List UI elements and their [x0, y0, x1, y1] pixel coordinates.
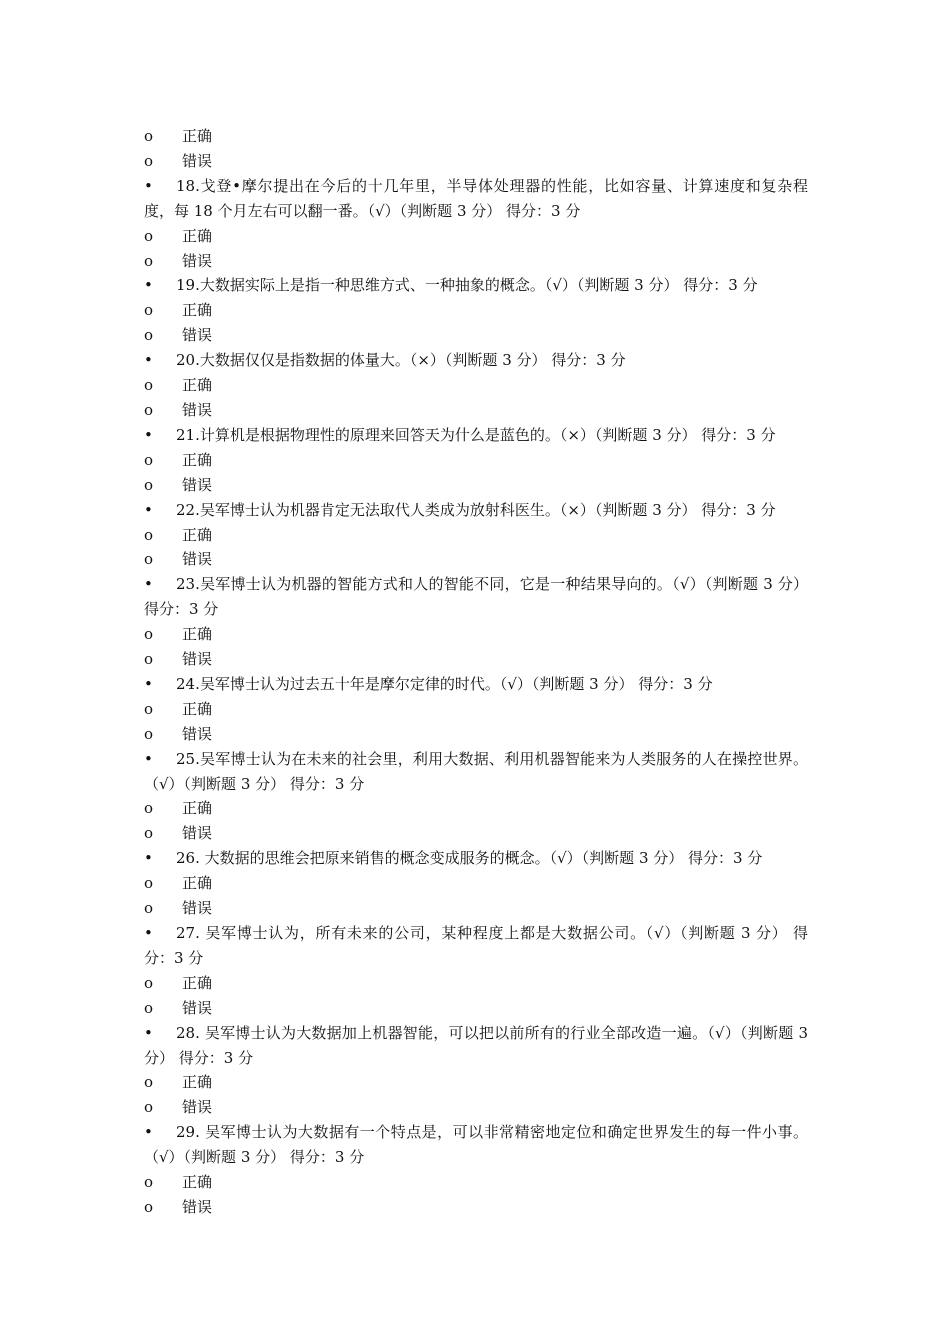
question-item — [144, 348, 808, 373]
question-text: 27. 吴军博士认为，所有未来的公司，某种程度上都是大数据公司。（√）（判断题 3 分） 得分：3 分 — [144, 924, 808, 967]
option-label: 错误 — [182, 550, 213, 569]
option-label: 错误 — [182, 251, 213, 270]
question-item — [144, 174, 808, 224]
option-label: 错误 — [182, 1197, 213, 1216]
option-marker: o — [144, 1197, 154, 1216]
option-marker: o — [144, 251, 154, 270]
option-label: 错误 — [182, 724, 213, 743]
option-marker: o — [144, 899, 154, 918]
answer-option — [144, 1070, 808, 1095]
option-label: 错误 — [182, 151, 213, 170]
answer-option — [144, 996, 808, 1021]
answer-option — [144, 547, 808, 572]
answer-option — [144, 298, 808, 323]
question-item — [144, 498, 808, 523]
option-label: 错误 — [182, 400, 213, 419]
answer-option — [144, 871, 808, 896]
option-marker: o — [144, 625, 154, 644]
question-text: 26. 大数据的思维会把原来销售的概念变成服务的概念。（√）（判断题 3 分） 得分：3 分 — [176, 849, 763, 868]
option-label: 错误 — [182, 824, 213, 843]
answer-option — [144, 373, 808, 398]
question-text: 29. 吴军博士认为大数据有一个特点是，可以非常精密地定位和确定世界发生的每一件小事。（√）（判断题 3 分） 得分：3 分 — [144, 1123, 808, 1167]
option-marker: o — [144, 475, 154, 494]
answer-option — [144, 1170, 808, 1195]
bullet-marker: • — [144, 674, 153, 693]
question-text: 18.戈登•摩尔提出在今后的十几年里，半导体处理器的性能，比如容量、计算速度和复杂程度，每 18 个月左右可以翻一番。（√）（判断题 3 分） 得分：3 分 — [144, 176, 808, 220]
bullet-marker: • — [144, 575, 153, 594]
option-marker: o — [144, 550, 154, 569]
option-label: 正确 — [182, 127, 213, 145]
option-label: 正确 — [182, 625, 213, 644]
option-label: 正确 — [182, 799, 213, 818]
question-item — [144, 846, 808, 871]
option-label: 错误 — [182, 650, 213, 669]
answer-option — [144, 697, 808, 722]
question-item — [144, 572, 808, 622]
option-marker: o — [144, 874, 154, 893]
option-label: 正确 — [182, 226, 213, 245]
answer-option — [144, 896, 808, 921]
answer-option — [144, 821, 808, 846]
bullet-marker: • — [144, 924, 153, 942]
question-text: 20.大数据仅仅是指数据的体量大。（×）（判断题 3 分） 得分：3 分 — [176, 351, 626, 370]
bullet-marker: • — [144, 749, 153, 768]
answer-option — [144, 224, 808, 249]
option-label: 正确 — [182, 1073, 213, 1092]
answer-option — [144, 523, 808, 548]
answer-option — [144, 796, 808, 821]
question-list — [144, 124, 808, 1220]
option-marker: o — [144, 799, 154, 818]
bullet-marker: • — [144, 425, 153, 444]
option-marker: o — [144, 450, 154, 469]
question-item — [144, 423, 808, 448]
answer-option — [144, 448, 808, 473]
question-item — [144, 1021, 808, 1071]
option-label: 错误 — [182, 899, 213, 918]
option-label: 正确 — [182, 1173, 213, 1192]
option-marker: o — [144, 650, 154, 669]
answer-option — [144, 398, 808, 423]
option-marker: o — [144, 699, 154, 718]
option-marker: o — [144, 127, 154, 145]
option-marker: o — [144, 226, 154, 245]
answer-option — [144, 149, 808, 174]
answer-option — [144, 323, 808, 348]
question-item — [144, 747, 808, 797]
answer-option — [144, 722, 808, 747]
option-label: 错误 — [182, 1098, 213, 1117]
option-marker: o — [144, 1173, 154, 1192]
bullet-marker: • — [144, 849, 153, 868]
answer-option — [144, 1195, 808, 1220]
option-label: 正确 — [182, 376, 213, 395]
question-text: 23.吴军博士认为机器的智能方式和人的智能不同，它是一种结果导向的。（√）（判断题 3 分） 得分：3 分 — [144, 575, 808, 619]
question-text: 28. 吴军博士认为大数据加上机器智能，可以把以前所有的行业全部改造一遍。（√）（判断题 3 分） 得分：3 分 — [144, 1023, 808, 1067]
option-marker: o — [144, 151, 154, 170]
bullet-marker: • — [144, 351, 153, 370]
answer-option — [144, 249, 808, 274]
bullet-marker: • — [144, 276, 153, 295]
question-item — [144, 273, 808, 298]
question-item — [144, 1120, 808, 1170]
option-marker: o — [144, 376, 154, 395]
option-marker: o — [144, 724, 154, 743]
answer-option — [144, 1095, 808, 1120]
answer-option — [144, 647, 808, 672]
question-text: 24.吴军博士认为过去五十年是摩尔定律的时代。（√）（判断题 3 分） 得分：3 分 — [176, 674, 713, 693]
option-marker: o — [144, 525, 154, 544]
option-label: 正确 — [182, 699, 213, 718]
option-marker: o — [144, 824, 154, 843]
answer-option — [144, 124, 808, 149]
option-marker: o — [144, 1098, 154, 1117]
option-label: 正确 — [182, 525, 213, 544]
answer-option — [144, 622, 808, 647]
answer-option — [144, 971, 808, 996]
option-label: 正确 — [182, 450, 213, 469]
bullet-marker: • — [144, 1123, 153, 1142]
bullet-marker: • — [144, 1023, 153, 1042]
option-marker: o — [144, 400, 154, 419]
option-label: 错误 — [182, 998, 213, 1017]
option-marker: o — [144, 301, 154, 320]
option-marker: o — [144, 326, 154, 345]
question-text: 22.吴军博士认为机器肯定无法取代人类成为放射科医生。（×）（判断题 3 分） 得分：3 分 — [176, 500, 776, 519]
option-label: 错误 — [182, 326, 213, 345]
option-label: 正确 — [182, 874, 213, 893]
bullet-marker: • — [144, 176, 153, 195]
question-text: 25.吴军博士认为在未来的社会里，利用大数据、利用机器智能来为人类服务的人在操控世界。（√）（判断题 3 分） 得分：3 分 — [144, 749, 808, 793]
question-item — [144, 921, 808, 971]
question-text: 19.大数据实际上是指一种思维方式、一种抽象的概念。（√）（判断题 3 分） 得分：3 分 — [176, 276, 758, 295]
option-marker: o — [144, 1073, 154, 1092]
option-label: 正确 — [182, 973, 213, 992]
bullet-marker: • — [144, 500, 153, 519]
option-marker: o — [144, 973, 154, 992]
option-label: 错误 — [182, 475, 213, 494]
question-item — [144, 672, 808, 697]
answer-option — [144, 473, 808, 498]
option-label: 正确 — [182, 301, 213, 320]
option-marker: o — [144, 998, 154, 1017]
question-text: 21.计算机是根据物理性的原理来回答天为什么是蓝色的。（×）（判断题 3 分） 得分：3 分 — [176, 425, 776, 444]
